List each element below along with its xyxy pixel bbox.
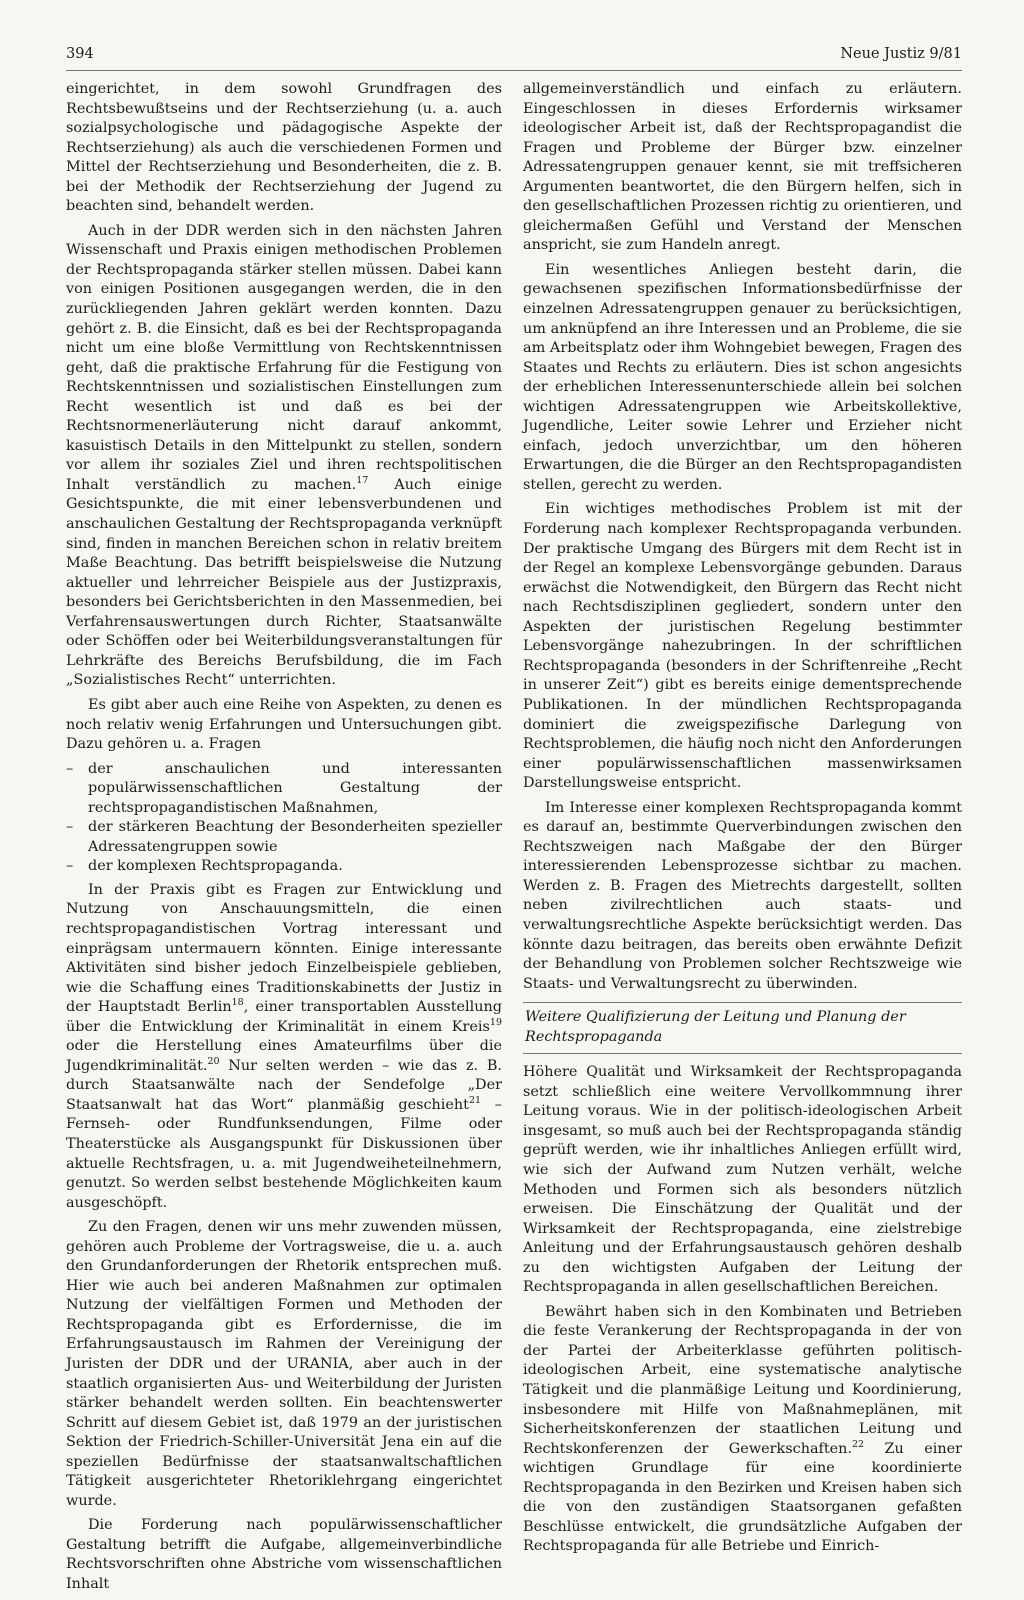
paragraph-text: In der Praxis gibt es Fragen zur Entwicklung und Nutzung von Anschauungsmitteln, die einen rechtspropagandistischen Vortrag interessant und einprägsam untermauern könnten. Einige interessante Aktivitäten sind bisher jedoch Einzelbeispiele geblieben, wie die Schaffung eines Traditionskabinetts der Justiz in der Hauptstadt Berlin <box>66 881 502 1016</box>
footnote-marker: 18 <box>231 997 244 1009</box>
list-item <box>66 818 502 857</box>
paragraph: Höhere Qualität und Wirksamkeit der Rechtspropaganda setzt schließlich eine weitere Vervollkommnung ihrer Leitung voraus. Wie in der politisch-ideologischen Arbeit insgesamt, so muß auch bei der Rechtspropaganda ständig geprüft werden, wie ihr inhaltliches Anliegen erfüllt wird, wie sich der Aufwand zum Nutzen verhält, welche Methoden und Formen sich als besonders nützlich erweisen. Die Einschätzung der Qualität und der Wirksamkeit der Rechtspropaganda, eine zielstrebige Anleitung und der Erfahrungsaustausch gehören deshalb zu den wichtigsten Aufgaben der Leitung der Rechtspropaganda in allen gesellschaftlichen Bereichen. <box>523 1064 962 1296</box>
paragraph <box>66 881 502 1213</box>
paragraph-text: Zu einer wichtigen Grundlage für eine koordinierte Rechtspropaganda in den Bezirken und Kreisen haben sich die von den zuständigen Staatsorganen gefaßten Beschlüsse entwickelt, die grundsätzliche Aufgaben der Rechtspropaganda für alle Betriebe und Einrich- <box>523 1440 962 1555</box>
page-header <box>66 40 962 71</box>
list-item-text: der komplexen Rechtspropaganda. <box>88 858 343 875</box>
paragraph: eingerichtet, in dem sowohl Grundfragen des Rechtsbewußtseins und der Rechtserziehung (u. a. auch sozialpsychologische und pädagogische Aspekte der Rechtserziehung) als auch die verschiedenen Formen und Mittel der Rechtserziehung und Besonderheiten, die z. B. bei der Methodik der Rechtserziehung der Jugend zu beachten sind, behandelt werden. <box>66 81 502 215</box>
list-item-text: der anschaulichen und interessanten populärwissenschaftlichen Gestaltung der rechtspropagandistischen Maßnahmen, <box>88 760 502 816</box>
paragraph-text: Auch einige Gesichtspunkte, die mit einer lebensverbundenen und anschaulichen Gestaltung der Rechtspropaganda verknüpft sind, finden in manchen Bereichen schon in relativ breitem Maße Beachtung. Das betrifft beispielsweise die Nutzung aktueller und lehrreicher Beispiele aus der Justizpraxis, besonders bei Gerichtsberichten in den Massenmedien, bei Verfahrensauswertungen durch Richter, Staatsanwälte oder Schöffen oder bei Weiterbildungsveranstaltungen für Lehrkräfte des Bereichs Berufsbildung, die im Fach „Sozialistisches Recht“ unterrichten. <box>66 476 502 689</box>
list-item <box>66 760 502 819</box>
page-number: 394 <box>66 46 94 62</box>
paragraph: Ein wichtiges methodisches Problem ist mit der Forderung nach komplexer Rechtspropaganda verbunden. Der praktische Umgang des Bürgers mit dem Recht ist in der Regel an komplexe Lebensvorgänge gebunden. Daraus erwächst die Notwendigkeit, den Bürgern das Recht nicht nach Rechtsdisziplinen gegliedert, sondern unter den Aspekten der juristischen Regelung bestimmter Lebensvorgänge nahezubringen. In der schriftlichen Rechtspropaganda (besonders in der Schriftenreihe „Recht in unserer Zeit“) gibt es bereits einige dementsprechende Publikationen. In der mündlichen Rechtspropaganda dominiert die zweigspezifische Darlegung von Rechtsproblemen, die häufig noch nicht den Anforderungen einer populärwissenschaftlichen massenwirksamen Darstellungsweise entspricht. <box>523 501 962 792</box>
paragraph: Ein wesentliches Anliegen besteht darin, die gewachsenen spezifischen Informationsbedürfnisse der einzelnen Adressatengruppen genauer zu berücksichtigen, um anknüpfend an ihre Interessen und an Probleme, die sie am Arbeitsplatz oder ihm Wohngebiet bewegen, Fragen des Staates und Rechts zu erläutern. Dies ist schon angesichts der erheblichen Interessenunterschiede allein bei solchen wichtigen Adressatengruppen wie Arbeitskollektive, Jugendliche, Leiter sowie Lehrer und Erzieher nicht einfach, jedoch unverzichtbar, um den höheren Erwartungen, die die Bürger an den Rechtspropagandisten stellen, gerecht zu werden. <box>523 261 962 493</box>
paragraph: Zu den Fragen, denen wir uns mehr zuwenden müssen, gehören auch Probleme der Vortragsweise, die u. a. auch den Grundanforderungen der Rhetorik entsprechen muß. Hier wie auch bei anderen Maßnahmen zur optimalen Nutzung der vielfältigen Formen und Methoden der Rechtspropaganda gibt es Erfordernisse, die im Erfahrungsaustausch im Rahmen der Vereinigung der Juristen der DDR und der URANIA, aber auch in der staatlich organisierten Aus- und Weiterbildung der Juristen stärker behandelt werden sollten. Ein beachtenswerter Schritt auf diesem Gebiet ist, daß 1979 an der juristischen Sektion der Friedrich-Schiller-Universität Jena ein auf die speziellen Bedürfnisse der staatsanwaltschaftlichen Tätigkeit ausgerichteter Rhetoriklehrgang eingerichtet wurde. <box>66 1219 502 1509</box>
dash-icon: – <box>66 760 74 777</box>
list-item <box>66 857 502 877</box>
dash-icon: – <box>66 858 74 875</box>
left-column <box>66 80 502 1600</box>
footnote-marker: 21 <box>468 1095 482 1107</box>
footnote-marker: 22 <box>852 1438 865 1450</box>
footnote-marker: 19 <box>489 1016 502 1028</box>
dash-icon: – <box>66 819 74 836</box>
list-item-text: der stärkeren Beachtung der Besonderheiten spezieller Adressatengruppen sowie <box>88 819 502 855</box>
paragraph: Im Interesse einer komplexen Rechtspropaganda kommt es darauf an, bestimmte Querverbindungen zwischen den Rechtszweigen nach Maßgabe der den Bürger interessierenden Lebensprozesse sichtbar zu machen. Werden z. B. Fragen des Mietrechts dargestellt, sollten neben zivilrechtlichen auch staats- und verwaltungsrechtliche Aspekte berücksichtigt werden. Das könnte dazu beitragen, das bereits oben erwähnte Defizit der Behandlung von Problemen solcher Rechtszweige wie Staats- und Verwaltungsrecht zu überwinden. <box>523 799 962 992</box>
right-column <box>523 80 962 1562</box>
paragraph-text: Nur selten werden – wie das z. B. durch Staatsanwälte nach der Sendefolge „Der Staatsanwalt hat das Wort“ planmäßig geschieht <box>66 1057 502 1113</box>
section-heading: Weitere Qualifizierung der Leitung und Planung der Rechtspropaganda <box>523 1002 962 1054</box>
paragraph <box>523 1303 962 1557</box>
journal-issue: Neue Justiz 9/81 <box>840 46 962 62</box>
paragraph: Die Forderung nach populärwissenschaftlicher Gestaltung betrifft die Aufgabe, allgemeinverbindliche Rechtsvorschriften ohne Abstriche vom wissenschaftlichen Inhalt <box>66 1517 502 1593</box>
footnote-marker: 17 <box>356 475 369 487</box>
paragraph-text: Auch in der DDR werden sich in den nächsten Jahren Wissenschaft und Praxis einigen methodischen Problemen der Rechtspropaganda stärker stellen müssen. Dabei kann von einigen Positionen ausgegangen werden, die in den zurückliegenden Jahren geklärt werden konnten. Dazu gehört z. B. die Einsicht, daß es bei der Rechtspropaganda nicht um eine bloße Vermittlung von Rechtskenntnissen geht, daß die praktische Erfahrung für die Festigung von Rechtskenntnissen und sozialistischen Einstellungen zum Recht wesentlich ist und daß es bei der Rechtsnormenerläuterung nicht darauf ankommt, kasuistisch Details in den Mittelpunkt zu stellen, sondern vor allem ihr soziales Ziel und ihren rechtspolitischen Inhalt verständlich zu machen. <box>66 222 502 493</box>
paragraph-text: oder die Herstellung eines Amateurfilms über die Jugendkriminalität. <box>66 1038 502 1074</box>
paragraph-text: – Fernseh- oder Rundfunksendungen, Filme oder Theaterstücke als Ausgangspunkt für Diskussionen über aktuelle Rechtsfragen, u. a. mit Jugendweiheteilnehmern, genutzt. So werden selbst bestehende Möglichkeiten kaum ausgeschöpft. <box>66 1096 503 1211</box>
footnote-marker: 20 <box>207 1056 220 1067</box>
paragraph: allgemeinverständlich und einfach zu erläutern. Eingeschlossen in dieses Erfordernis wirksamer ideologischer Arbeit ist, daß der Rechtspropagandist die Fragen und Probleme der Bürger bzw. einzelner Adressatengruppen genauer kennt, sie mit treffsicheren Argumenten beantwortet, die den Bürgern helfen, sich in den gesellschaftlichen Prozessen richtig zu orientieren, und gleichermaßen Gefühl und Verstand der Menschen anspricht, sie zum Handeln anregt. <box>523 81 962 254</box>
paragraph: Es gibt aber auch eine Reihe von Aspekten, zu denen es noch relativ wenig Erfahrungen und Untersuchungen gibt. Dazu gehören u. a. Fragen <box>66 696 502 753</box>
bullet-list <box>66 760 502 877</box>
paragraph-text: Bewährt haben sich in den Kombinaten und Betrieben die feste Verankerung der Rechtspropaganda in der von der Partei der Arbeiterklasse geführten politisch-ideologischen Arbeit, eine systematische analytische Tätigkeit und die planmäßige Leitung und Koordinierung, insbesondere mit Hilfe von Maßnahmeplänen, mit Sicherheitskonferenzen der staatlichen Leitung und Rechtskonferenzen der Gewerkschaften. <box>523 1303 962 1457</box>
paragraph-text: , einer transportablen Ausstellung über die Entwicklung der Kriminalität in einem Kreis <box>66 999 503 1035</box>
paragraph <box>66 222 502 691</box>
